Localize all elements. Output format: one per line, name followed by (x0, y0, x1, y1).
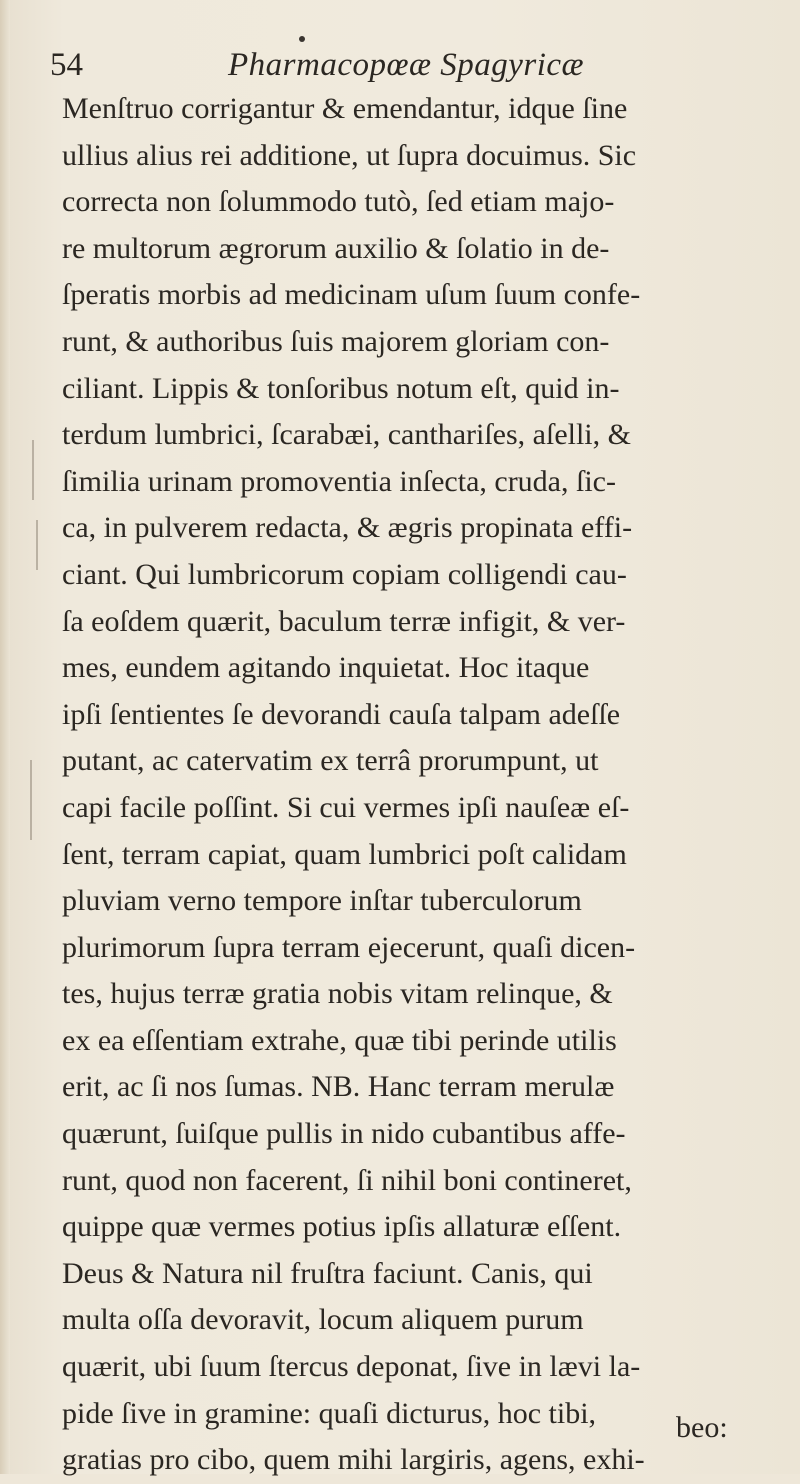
text-line: capi facile poſſint. Si cui vermes ipſi nauſeæ eſ- (62, 790, 630, 824)
page-gutter (0, 0, 10, 1474)
text-line: ſent, terram capiat, quam lumbrici poſt calidam (62, 837, 627, 871)
text-line: Menſtruo corrigantur & emendantur, idque ſine (62, 92, 628, 125)
text-line: gratias pro cibo, quem mihi largiris, agens, exhi- (62, 1443, 645, 1477)
text-line: ullius alius rei additione, ut ſupra docuimus. Sic (62, 138, 637, 172)
text-line: correcta non ſolummodo tutò, ſed etiam majo- (62, 185, 615, 219)
text-line: plurimorum ſupra terram ejecerunt, quaſi dicen- (62, 930, 636, 964)
text-line: ſa eoſdem quærit, baculum terræ infigit, & ver- (62, 604, 626, 638)
text-line: putant, ac catervatim ex terrâ prorumpunt, ut (62, 744, 599, 778)
text-line: ſimilia urinam promoventia inſecta, cruda, ſic- (62, 464, 616, 498)
margin-marks (28, 430, 58, 850)
text-line: ca, in pulverem redacta, & ægris propinata effi- (62, 511, 633, 545)
text-line: tes, hujus terræ gratia nobis vitam relinque, & (62, 977, 613, 1011)
text-line: terdum lumbrici, ſcarabæi, canthariſes, aſelli, & (62, 418, 631, 452)
text-line: ciliant. Lippis & tonſoribus notum eſt, quid in- (62, 371, 620, 405)
text-line: ex ea eſſentiam extrahe, quæ tibi perinde utilis (62, 1023, 617, 1057)
page-number: 54 (50, 47, 83, 83)
text-line: multa oſſa devoravit, locum aliquem purum (62, 1303, 584, 1337)
text-line: quippe quæ vermes potius ipſis allaturæ eſſent. (62, 1210, 622, 1244)
text-line: quærit, ubi ſuum ſtercus deponat, ſive in lævi la- (62, 1350, 641, 1384)
text-line: runt, quod non facerent, ſi nihil boni contineret, (62, 1163, 632, 1197)
text-line: runt, & authoribus ſuis majorem gloriam con- (62, 324, 610, 358)
body-text (62, 86, 770, 1484)
catchword: beo: (676, 1411, 728, 1444)
text-line: pide ſive in gramine: quaſi dicturus, hoc tibi, (62, 1396, 597, 1430)
page-header (50, 42, 750, 92)
text-line: ipſi ſentientes ſe devorandi cauſa talpam adeſſe (62, 697, 621, 731)
text-line: pluviam verno tempore inſtar tuberculorum (62, 884, 582, 918)
text-line: quærunt, ſuiſque pullis in nido cubantibus affe- (62, 1117, 626, 1151)
running-title: Pharmacopœæ Spagyricæ (228, 47, 585, 83)
text-line: mes, eundem agitando inquietat. Hoc itaque (62, 651, 590, 685)
text-line: re multorum ægrorum auxilio & ſolatio in de- (62, 231, 610, 265)
text-line: ſperatis morbis ad medicinam uſum ſuum confe- (62, 278, 641, 312)
text-line: ciant. Qui lumbricorum copiam colligendi cau- (62, 557, 627, 591)
text-line: Deus & Natura nil fruſtra faciunt. Canis, qui (62, 1256, 593, 1290)
text-line: erit, ac ſi nos ſumas. NB. Hanc terram merulæ (62, 1070, 615, 1104)
